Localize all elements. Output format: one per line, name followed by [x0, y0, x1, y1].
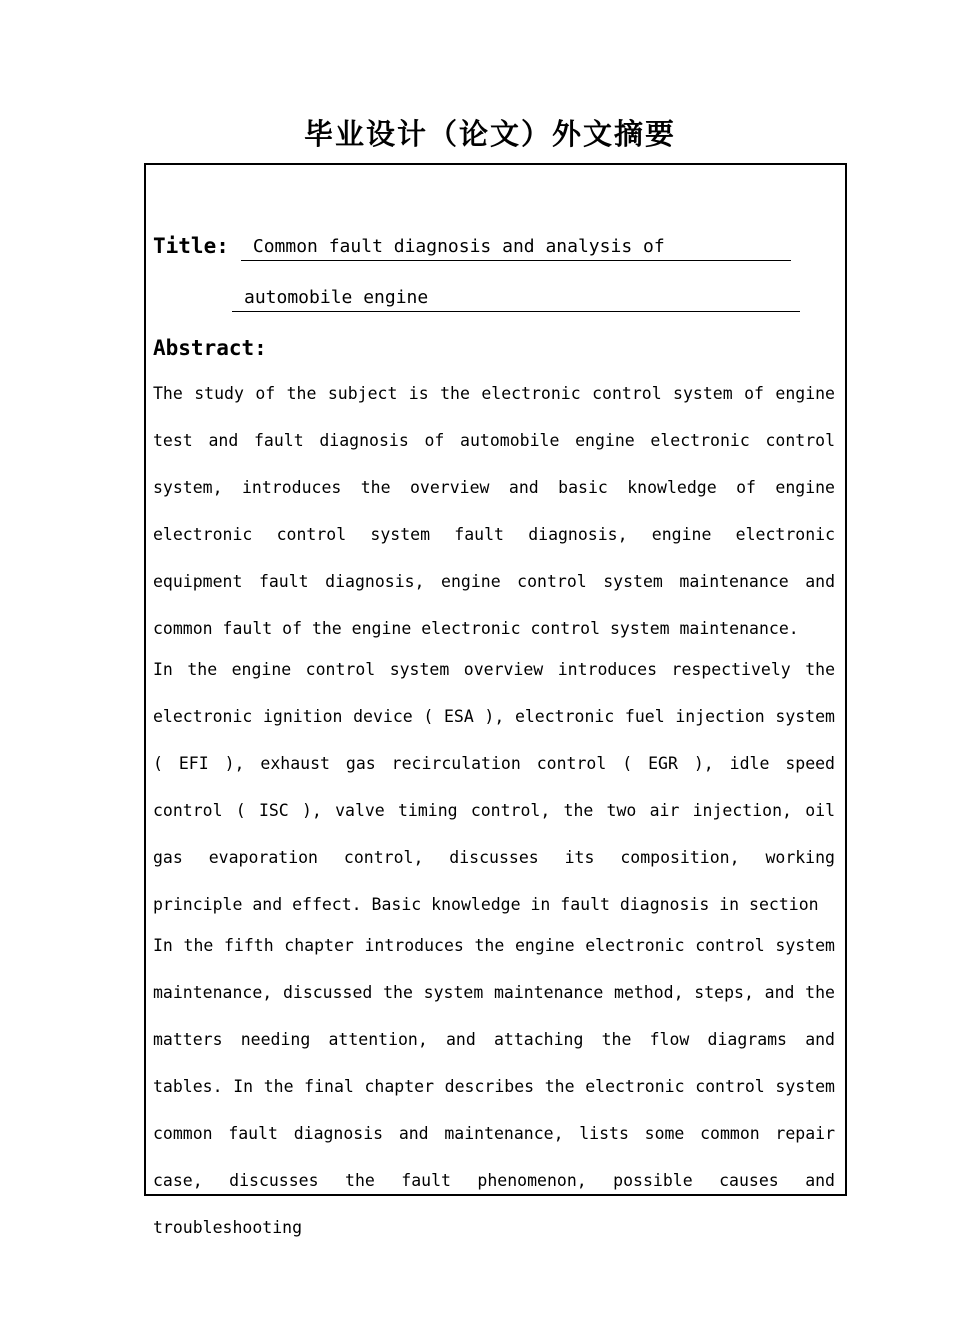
page-title: 毕业设计（论文）外文摘要: [303, 117, 676, 151]
title-label: Title:: [153, 234, 229, 258]
abstract-label: Abstract:: [153, 336, 267, 360]
title-row: [153, 227, 791, 261]
abstract-paragraph-2: In the engine control system overview introduces respectively the electronic ignition device ( ESA ), electronic fuel injection system ( EFI ), exhaust gas recirculation control ( EGR ), idle speed control ( ISC ), valve timing control, the two air injection, oil gas evaporation control, discusses its composition, working principle and effect. Basic knowledge in fault diagnosis in section: [153, 660, 835, 914]
abstract-body: [153, 370, 835, 1245]
title-line-1: Common fault diagnosis and analysis of: [241, 234, 791, 261]
abstract-form-frame: [144, 163, 847, 1237]
title-line-2: automobile engine: [232, 285, 800, 312]
abstract-paragraph-3: In the fifth chapter introduces the engine electronic control system maintenance, discussed the system maintenance method, steps, and the matters needing attention, and attaching the flow diagrams and tables. In the final chapter describes the electronic control system common fault diagnosis and maintenance, lists some common repair case, discusses the fault phenomenon, possible causes and troubleshooting: [153, 936, 835, 1237]
abstract-paragraph-1: The study of the subject is the electronic control system of engine test and fault diagnosis of automobile engine electronic control system, introduces the overview and basic knowledge of engine electronic control system fault diagnosis, engine electronic equipment fault diagnosis, engine control system maintenance and common fault of the engine electronic control system maintenance.: [153, 384, 835, 638]
